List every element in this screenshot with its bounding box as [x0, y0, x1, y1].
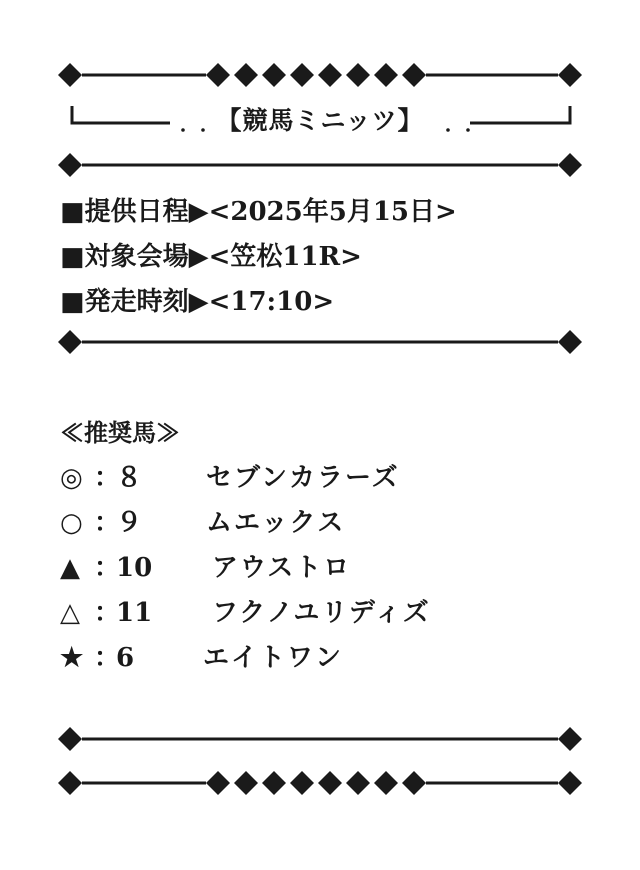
info-venue-label: ■対象会場	[60, 242, 189, 272]
info-venue-value: <笠松11R>	[208, 242, 362, 272]
info-date-label: ■提供日程	[60, 197, 189, 227]
pick-horse-name: エイトワン	[203, 643, 344, 673]
ornament-rule-info-bottom	[56, 328, 584, 356]
pick-number: 6	[116, 643, 135, 673]
star-icon: ★	[60, 643, 84, 673]
diamond-divider-icon	[56, 61, 584, 89]
ornament-rule-title-bottom	[56, 151, 584, 179]
arrow-icon: ▶	[188, 197, 209, 227]
list-item	[60, 591, 431, 636]
pick-number: ８	[116, 463, 143, 493]
race-info	[60, 190, 457, 325]
diamond-line-icon	[56, 151, 584, 179]
pick-colon: ：	[94, 508, 121, 538]
list-item	[60, 546, 352, 591]
pick-colon: ：	[94, 553, 121, 583]
circle-icon: ○	[60, 508, 83, 538]
filled-triangle-icon: ▲	[60, 553, 80, 583]
info-post-time	[60, 280, 457, 325]
pick-horse-name: セブンカラーズ	[206, 463, 400, 493]
diamond-line-icon	[56, 328, 584, 356]
info-date	[60, 190, 457, 235]
title-dots-left: ・・	[175, 121, 216, 140]
pick-horse-name: フクノユリディズ	[212, 598, 431, 628]
info-venue	[60, 235, 457, 280]
pick-number: ９	[116, 508, 143, 538]
ornament-rule-bottom	[56, 769, 584, 797]
pick-colon: ：	[94, 598, 121, 628]
list-item	[60, 501, 346, 546]
list-item	[60, 456, 400, 501]
ornament-rule-picks-bottom	[56, 725, 584, 753]
page-title: 【競馬ミニッツ】	[216, 106, 424, 135]
info-post-time-value: <17:10>	[208, 287, 335, 317]
arrow-icon: ▶	[188, 287, 209, 317]
arrow-icon: ▶	[188, 242, 209, 272]
pick-number: 11	[116, 598, 153, 628]
pick-horse-name: アウストロ	[212, 553, 352, 583]
diamond-divider-icon	[56, 769, 584, 797]
ornament-rule-top	[56, 61, 584, 89]
pick-number: 10	[116, 553, 153, 583]
pick-horse-name: ムエックス	[206, 508, 346, 538]
double-circle-icon: ◎	[60, 463, 83, 493]
pick-colon: ：	[94, 643, 121, 673]
pick-colon: ：	[94, 463, 121, 493]
list-item	[60, 636, 344, 681]
recommended-horses	[60, 410, 431, 681]
diamond-line-icon	[56, 725, 584, 753]
picks-heading: ≪推奨馬≫	[60, 418, 180, 447]
outline-triangle-icon: △	[60, 598, 80, 628]
info-post-time-label: ■発走時刻	[60, 287, 189, 317]
title-dots-right: ・・	[440, 121, 481, 140]
info-date-value: <2025年5月15日>	[208, 197, 457, 227]
